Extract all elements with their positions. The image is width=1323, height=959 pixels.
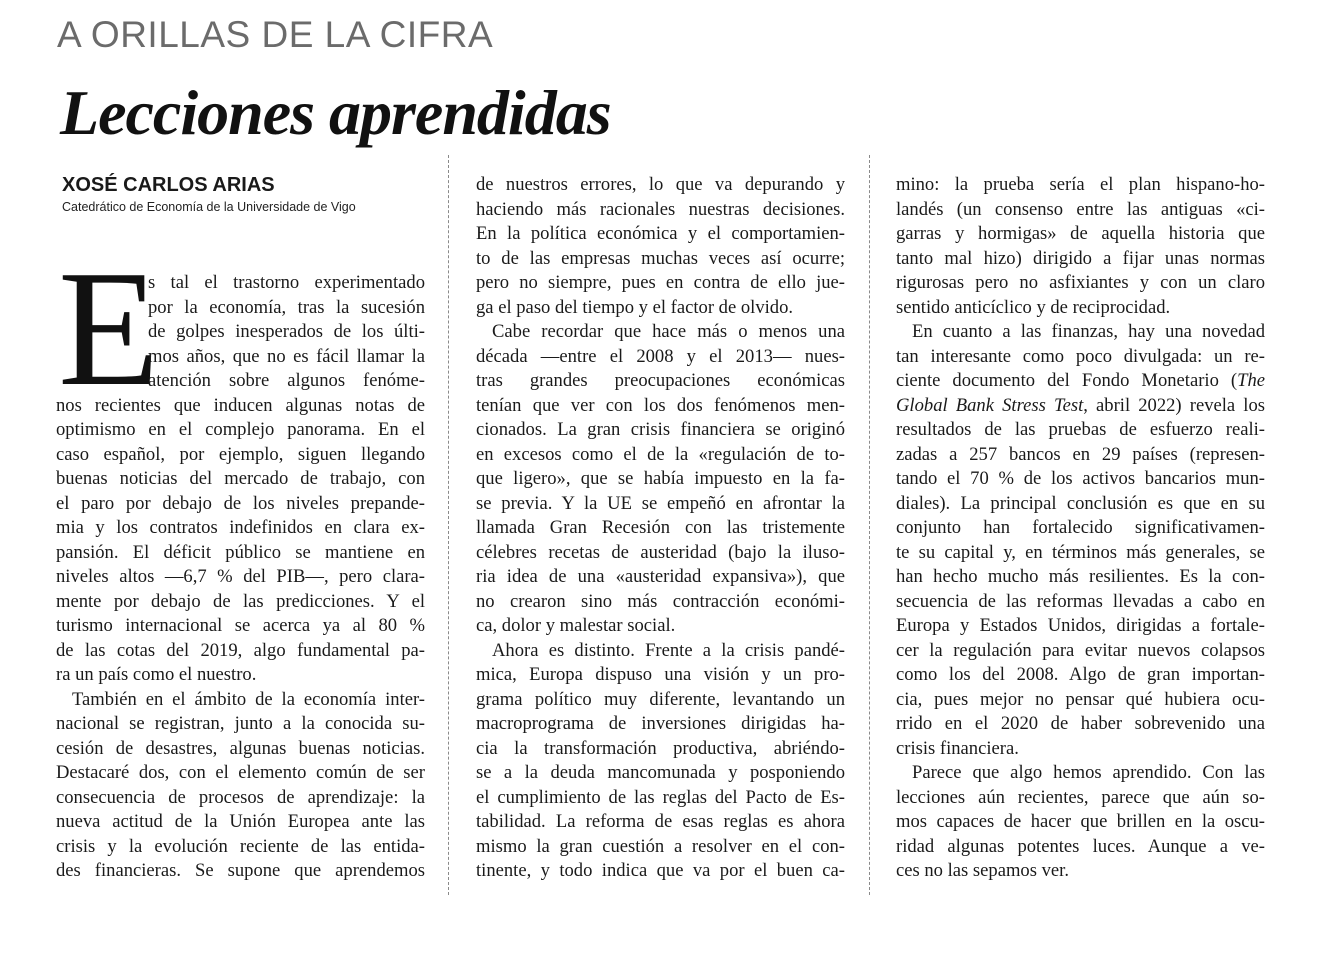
text-line: de golpes inesperados de los últi- — [148, 321, 425, 342]
text-line: ciente documento del Fondo Monetario (The — [896, 370, 1265, 391]
text-line: década —entre el 2008 y el 2013— nues- — [476, 345, 845, 367]
text-line: que ligero», que se había impuesto en la fa- — [476, 468, 845, 489]
text-line: crisis y la evolución reciente de las entida- — [56, 835, 425, 857]
text-line: ra un país como el nuestro. — [56, 664, 257, 685]
headline: Lecciones aprendidas — [60, 77, 611, 148]
text-line: tan interesante como poco divulgada: un re- — [896, 345, 1265, 367]
text-line: ria idea de una «austeridad expansiva»), que — [476, 566, 845, 587]
text-line: buenas noticias del mercado de trabajo, con — [56, 468, 425, 489]
text-line: célebres recetas de austeridad (bajo la iluso- — [476, 541, 845, 563]
text-line: En cuanto a las finanzas, hay una novedad — [912, 321, 1265, 342]
column-divider-2 — [869, 155, 870, 895]
text-line: ces no las sepamos ver. — [896, 860, 1069, 881]
text-line: mos años, que no es fácil llamar la — [148, 345, 425, 367]
text-line: tanto mal hizo) dirigido a fijar unas normas — [896, 247, 1265, 269]
text-line: tando el 70 % de los activos bancarios mun- — [896, 468, 1265, 489]
text-line: nacional se registran, junto a la conocida su- — [56, 713, 425, 734]
column-2 — [476, 173, 845, 884]
text-line: tras grandes preocupaciones económicas — [476, 370, 845, 391]
text-line: de las cotas del 2019, algo fundamental pa- — [56, 639, 425, 661]
text-line: grama político muy diferente, levantando un — [476, 688, 845, 710]
text-line: tinente, y todo indica que va por el buen ca- — [476, 860, 845, 881]
text-line: no crearon sino más contracción económi- — [476, 590, 845, 612]
text-line: cesión de desastres, algunas buenas noticias. — [56, 737, 425, 759]
text-line: zadas a 257 bancos en 29 países (represen- — [896, 443, 1265, 465]
text-line: el cumplimiento de las reglas del Pacto de Es- — [476, 786, 845, 808]
text-line: rigurosas pero no asfixiantes y con un claro — [896, 272, 1265, 293]
text-line: mos capaces de hacer que brillen en la oscu- — [896, 811, 1265, 832]
column-1 — [56, 271, 425, 884]
drop-cap-lines — [56, 271, 425, 394]
section-label: A ORILLAS DE LA CIFRA — [57, 14, 494, 55]
text-line: por la economía, tras la sucesión — [148, 296, 425, 318]
text-line: llamada Gran Recesión con las tristemente — [476, 517, 845, 538]
text-line: en excesos como el de la «regulación de to- — [476, 443, 845, 465]
text-line: Global Bank Stress Test, abril 2022) revela los — [896, 394, 1265, 416]
text-line: Europa y Estados Unidos, dirigidas a fortale- — [896, 615, 1265, 636]
text-line: el paro por debajo de los niveles prepande- — [56, 492, 425, 514]
text-line: han hecho mucho más resilientes. Es la con- — [896, 566, 1265, 587]
text-line: caso español, por ejemplo, siguen llegando — [56, 443, 425, 465]
text-line: rrido en el 2020 de haber sobrevenido una — [896, 713, 1265, 734]
text-line: tenían que ver con los dos fenómenos men- — [476, 394, 845, 416]
column-3 — [896, 173, 1265, 884]
author-name: XOSÉ CARLOS ARIAS — [62, 174, 275, 196]
text-line: En la política económica y el comportamien- — [476, 223, 845, 244]
text-line: to de las empresas muchas veces así ocurre; — [476, 247, 845, 269]
text-line: ga el paso del tiempo y el factor de olvido. — [476, 296, 794, 318]
text-line: Destacaré dos, con el elemento común de ser — [56, 762, 425, 783]
text-line: Ahora es distinto. Frente a la crisis pandé- — [492, 639, 845, 661]
text-line: tabilidad. La reforma de esas reglas es ahora — [476, 811, 845, 832]
text-line: de nuestros errores, lo que va depurando y — [476, 174, 845, 195]
text-line: mismo la gran cuestión a resolver en el con- — [476, 835, 845, 857]
text-line: resultados de las pruebas de esfuerzo reali- — [896, 419, 1265, 440]
text-line: ca, dolor y malestar social. — [476, 615, 676, 636]
text-line: mia y los contratos indefinidos en clara ex- — [56, 517, 425, 538]
column-divider-1 — [448, 155, 449, 895]
text-line: conjunto han fortalecido significativamen- — [896, 517, 1265, 538]
text-line: niveles altos —6,7 % del PIB—, pero clara- — [56, 566, 425, 587]
text-line: turismo internacional se acerca ya al 80 % — [56, 615, 425, 636]
text-line: optimismo en el complejo panorama. En el — [56, 419, 425, 440]
text-line: te su capital y, en términos más generales, se — [896, 541, 1265, 563]
text-line: mica, Europa dispuso una visión y un pro- — [476, 664, 845, 685]
text-line: garras y hormigas» de aquella historia que — [896, 223, 1265, 244]
text-line: como los del 2008. Algo de gran importan- — [896, 664, 1265, 685]
text-line: También en el ámbito de la economía inter- — [72, 688, 425, 710]
text-line: pansión. El déficit público se mantiene en — [56, 541, 425, 563]
column-1-body — [56, 394, 425, 884]
text-line: cer la regulación para evitar nuevos colapsos — [896, 639, 1265, 661]
text-line: consecuencia de procesos de aprendizaje: la — [56, 786, 425, 808]
text-line: cia, pues mejor no pensar qué hubiera ocu- — [896, 688, 1265, 710]
text-line: nos recientes que inducen algunas notas de — [56, 394, 425, 416]
text-line: s tal el trastorno experimentado — [148, 272, 425, 293]
author-role: Catedrático de Economía de la Universidade de Vigo — [62, 200, 356, 214]
text-line: crisis financiera. — [896, 737, 1019, 759]
text-line: landés (un consenso entre las antiguas «ci- — [896, 198, 1265, 220]
text-line: nueva actitud de la Unión Europea ante las — [56, 811, 425, 832]
text-line: Cabe recordar que hace más o menos una — [492, 321, 845, 342]
text-line: cia la transformación productiva, abriéndo- — [476, 737, 845, 759]
text-line: sentido anticíclico y de reciprocidad. — [896, 296, 1171, 318]
text-line: haciendo más racionales nuestras decisiones. — [476, 198, 845, 220]
text-line: mino: la prueba sería el plan hispano-ho- — [896, 174, 1265, 195]
text-line: Parece que algo hemos aprendido. Con las — [912, 762, 1265, 783]
text-line: macroprograma de inversiones dirigidas ha- — [476, 713, 845, 734]
text-line: se a la deuda mancomunada y posponiendo — [476, 762, 845, 783]
text-line: secuencia de las reformas llevadas a cabo en — [896, 590, 1265, 612]
text-line: lecciones aún recientes, parece que aún so- — [896, 786, 1265, 808]
text-line: des financieras. Se supone que aprendemos — [56, 860, 425, 881]
drop-cap: E — [58, 236, 160, 420]
text-line: atención sobre algunos fenóme- — [148, 370, 425, 391]
text-line: se previa. Y la UE se empeñó en afrontar la — [476, 492, 845, 514]
text-line: cionados. La gran crisis financiera se originó — [476, 419, 845, 440]
text-line: mente por debajo de las predicciones. Y el — [56, 590, 425, 612]
text-line: diales). La principal conclusión es que en su — [896, 492, 1265, 514]
text-line: pero no siempre, pues en contra de ello jue- — [476, 272, 845, 293]
text-line: ridad algunas potentes luces. Aunque a ve- — [896, 835, 1265, 857]
